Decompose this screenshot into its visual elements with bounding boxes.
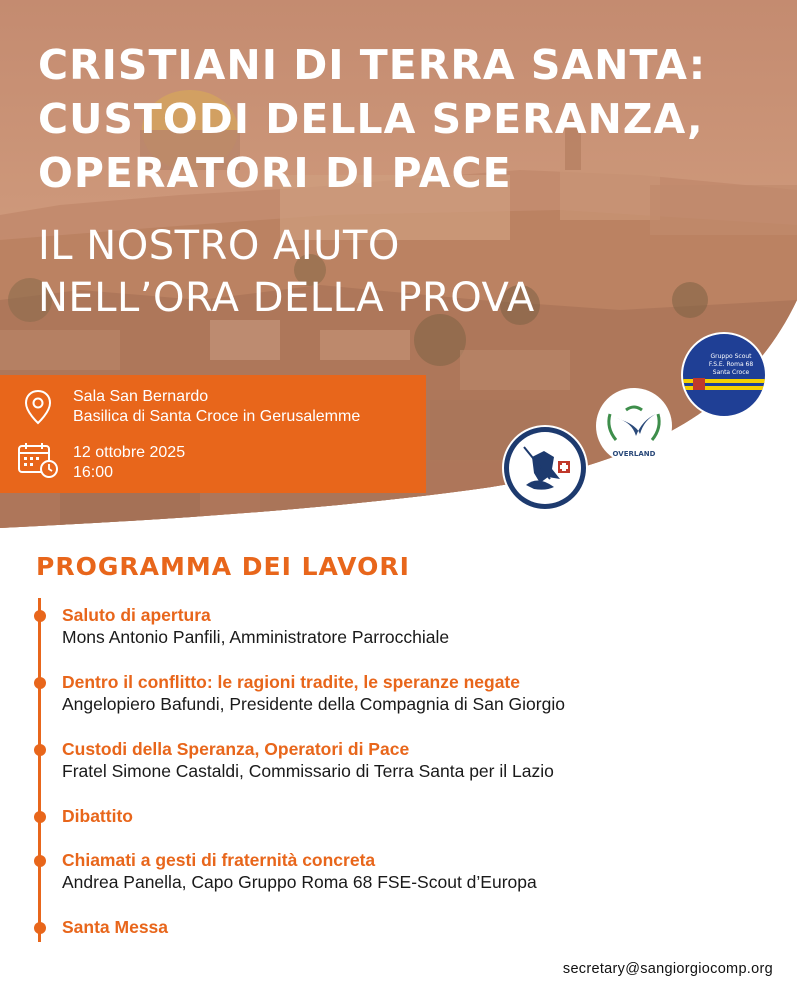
venue-name: Sala San Bernardo (73, 388, 209, 405)
program-item (62, 604, 449, 649)
overland-logo (596, 388, 672, 464)
program-item (62, 805, 133, 827)
program-item-title: Santa Messa (62, 917, 169, 937)
timeline-dot (34, 610, 46, 622)
location-pin-icon (24, 389, 52, 425)
scout-cross-icon (683, 334, 765, 416)
program-item-speaker: Andrea Panella, Capo Gruppo Roma 68 FSE-Scout d’Europa (62, 872, 537, 892)
program-item (62, 849, 537, 894)
subtitle-line-1: IL NOSTRO AIUTO (38, 223, 400, 269)
scout-logo-line1: Gruppo Scout (710, 353, 752, 360)
scout-logo-line3: Santa Croce (712, 369, 750, 376)
title-line-3: OPERATORI DI PACE (38, 149, 512, 197)
subtitle-line-2: NELL’ORA DELLA PROVA (38, 275, 535, 321)
compagnia-san-giorgio-logo (502, 425, 588, 511)
venue-address: Basilica di Santa Croce in Gerusalemme (73, 408, 361, 425)
title-line-2: CUSTODI DELLA SPERANZA, (38, 95, 704, 143)
event-date: 12 ottobre 2025 (73, 444, 186, 461)
program-item-speaker: Angelopiero Bafundi, Presidente della Compagnia di San Giorgio (62, 694, 565, 714)
title-line-1: CRISTIANI DI TERRA SANTA: (38, 41, 707, 89)
program-item-speaker: Fratel Simone Castaldi, Commissario di Terra Santa per il Lazio (62, 761, 554, 781)
program-item-title: Dentro il conflitto: le ragioni tradite, le speranze negate (62, 672, 520, 692)
program-item (62, 671, 565, 716)
overland-logo-text: OVERLAND (612, 450, 656, 458)
timeline-dot (34, 922, 46, 934)
timeline-dot (34, 811, 46, 823)
timeline-dot (34, 855, 46, 867)
event-time: 16:00 (73, 464, 114, 481)
program-item-title: Saluto di apertura (62, 605, 211, 625)
timeline-dot (34, 677, 46, 689)
timeline-dot (34, 744, 46, 756)
st-george-dragon-icon (504, 427, 586, 509)
swallow-icon (596, 388, 672, 464)
program-item (62, 738, 554, 783)
contact-email[interactable]: secretary@sangiorgiocomp.org (562, 961, 773, 977)
timeline-line (38, 598, 41, 942)
program-item-title: Dibattito (62, 806, 133, 826)
event-info-box (0, 375, 426, 493)
program-item (62, 916, 168, 938)
program-item-speaker: Mons Antonio Panfili, Amministratore Parrocchiale (62, 627, 450, 647)
event-subtitle (38, 220, 535, 324)
program-item-title: Chiamati a gesti di fraternità concreta (62, 850, 376, 870)
program-title: PROGRAMMA DEI LAVORI (36, 552, 410, 581)
scout-logo-line2: F.S.E. Roma 68 (708, 361, 754, 368)
calendar-clock-icon (17, 441, 59, 479)
program-item-title: Custodi della Speranza, Operatori di Pace (62, 739, 410, 759)
scout-group-logo (681, 332, 767, 418)
event-title (38, 38, 778, 200)
